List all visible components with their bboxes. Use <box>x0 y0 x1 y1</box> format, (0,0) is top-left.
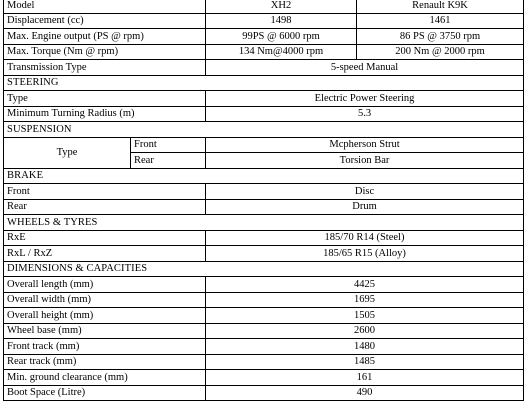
table-row <box>4 292 524 308</box>
model-row <box>4 0 524 13</box>
row-label: Front track (mm) <box>4 339 206 355</box>
table-row <box>4 230 524 246</box>
table-row <box>4 137 524 153</box>
row-value: 5.3 <box>206 106 524 122</box>
row-label: Max. Engine output (PS @ rpm) <box>4 29 206 45</box>
row-label: Max. Torque (Nm @ rpm) <box>4 44 206 60</box>
suspension-sub-label: Front <box>131 137 206 153</box>
table-row <box>4 60 524 76</box>
row-value: Mcpherson Strut <box>206 137 524 153</box>
row-label: Rear <box>4 199 206 215</box>
row-label: Minimum Turning Radius (m) <box>4 106 206 122</box>
row-value: 1695 <box>206 292 524 308</box>
model-k9k: Renault K9K <box>357 0 524 13</box>
section-header-dimensions <box>4 261 524 277</box>
row-label: Displacement (cc) <box>4 13 206 29</box>
row-value: 1480 <box>206 339 524 355</box>
cell-k9k: 1461 <box>357 13 524 29</box>
row-value: Torsion Bar <box>206 153 524 169</box>
row-label: Type <box>4 91 206 107</box>
table-row <box>4 29 524 45</box>
table-row <box>4 246 524 262</box>
table-row <box>4 13 524 29</box>
row-value: 2600 <box>206 323 524 339</box>
table-row <box>4 199 524 215</box>
row-label: RxE <box>4 230 206 246</box>
row-label: Wheel base (mm) <box>4 323 206 339</box>
suspension-type-label: Type <box>4 137 131 168</box>
table-row <box>4 370 524 386</box>
table-row <box>4 323 524 339</box>
section-title: WHEELS & TYRES <box>4 215 524 231</box>
row-value: 4425 <box>206 277 524 293</box>
cell-k9k: 200 Nm @ 2000 rpm <box>357 44 524 60</box>
cell-k9k: 86 PS @ 3750 rpm <box>357 29 524 45</box>
table-row <box>4 91 524 107</box>
transmission-value: 5-speed Manual <box>206 60 524 76</box>
row-label: Rear track (mm) <box>4 354 206 370</box>
cell-xh2: 99PS @ 6000 rpm <box>206 29 357 45</box>
row-value: 161 <box>206 370 524 386</box>
table-row <box>4 277 524 293</box>
row-value: 1505 <box>206 308 524 324</box>
table-row <box>4 354 524 370</box>
section-title: BRAKE <box>4 168 524 184</box>
row-value: 185/65 R15 (Alloy) <box>206 246 524 262</box>
model-xh2: XH2 <box>206 0 357 13</box>
section-title: STEERING <box>4 75 524 91</box>
cell-xh2: 134 Nm@4000 rpm <box>206 44 357 60</box>
section-title: SUSPENSION <box>4 122 524 138</box>
row-value: 185/70 R14 (Steel) <box>206 230 524 246</box>
table-row <box>4 44 524 60</box>
table-row <box>4 308 524 324</box>
model-label: Model <box>4 0 206 13</box>
row-label: Overall width (mm) <box>4 292 206 308</box>
suspension-sub-label: Rear <box>131 153 206 169</box>
row-value: Electric Power Steering <box>206 91 524 107</box>
section-header-suspension <box>4 122 524 138</box>
row-label: Front <box>4 184 206 200</box>
row-label: Overall length (mm) <box>4 277 206 293</box>
row-label: Overall height (mm) <box>4 308 206 324</box>
section-header-brake <box>4 168 524 184</box>
row-value: 490 <box>206 385 524 401</box>
table-row <box>4 106 524 122</box>
section-title: DIMENSIONS & CAPACITIES <box>4 261 524 277</box>
row-value: 1485 <box>206 354 524 370</box>
table-row <box>4 385 524 401</box>
section-header-wheels <box>4 215 524 231</box>
cell-xh2: 1498 <box>206 13 357 29</box>
row-label: Transmission Type <box>4 60 206 76</box>
table-row <box>4 339 524 355</box>
row-value: Drum <box>206 199 524 215</box>
row-label: Boot Space (Litre) <box>4 385 206 401</box>
spec-table <box>3 0 524 401</box>
row-label: RxL / RxZ <box>4 246 206 262</box>
section-header-steering <box>4 75 524 91</box>
table-row <box>4 184 524 200</box>
row-value: Disc <box>206 184 524 200</box>
row-label: Min. ground clearance (mm) <box>4 370 206 386</box>
